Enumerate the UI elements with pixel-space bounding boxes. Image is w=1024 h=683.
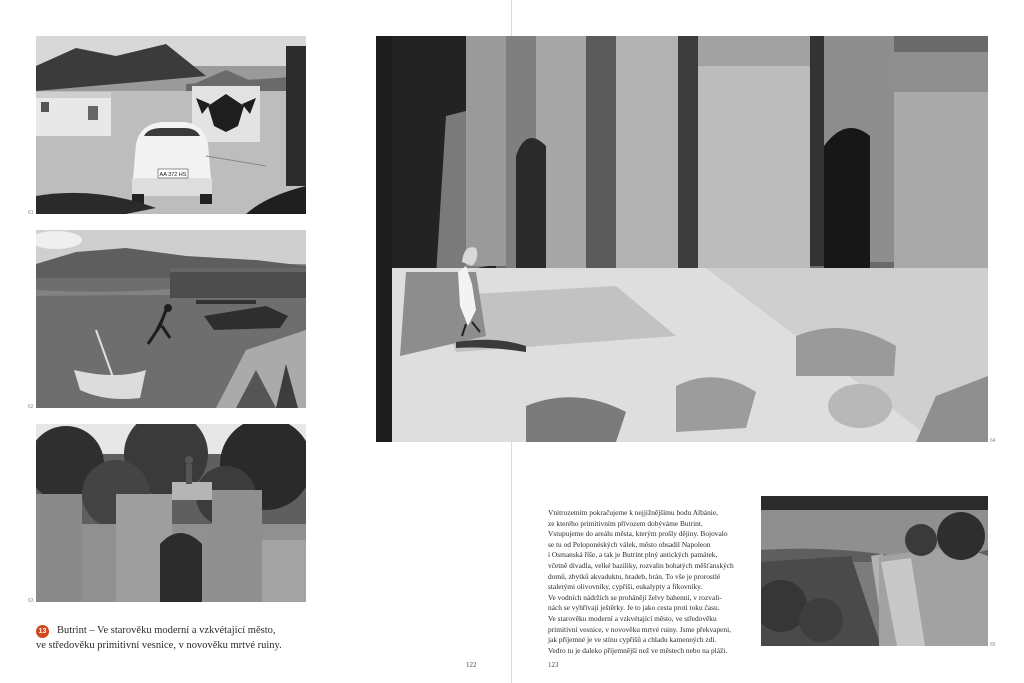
body-line: se tu od Peloponéských válek, město obsadil Napoleon	[548, 539, 711, 549]
photo-butrint-ruins	[376, 36, 988, 442]
body-line: nách se vyhřívají ještěrky. Je to jako cesta proti toku času.	[548, 603, 720, 613]
body-line: Vedro tu je daleko příjemnější než ve městech nebo na pláži.	[548, 645, 728, 655]
photo-number: 64	[990, 438, 996, 444]
body-line: staletými olivovníky, cypřiši, eukalypty a fíkovníky.	[548, 582, 703, 592]
body-line: ze kterého primitivním přívozem dobýváme Butrint.	[548, 518, 703, 528]
body-line: Vnitrozemím pokračujeme k nejjižnějšímu bodu Albánie,	[548, 508, 718, 517]
photo-number: 61	[28, 210, 34, 216]
photo-ruins-trees	[36, 424, 306, 602]
body-line: Vstupujeme do areálu města, kterým prošly dějiny. Bojovalo	[548, 529, 728, 539]
body-text	[548, 508, 748, 656]
photo-lake-jump	[36, 230, 306, 408]
photo-number: 63	[28, 598, 34, 604]
body-line: včetně divadla, velké baziliky, rozvalin bohatých měšťanských	[548, 560, 734, 570]
body-line: primitivní vesnice, v novověku mrtvé ruiny. Jsme překvapeni,	[548, 624, 732, 634]
photo-number: 65	[990, 642, 996, 648]
car-license-plate: AA 372 HS	[159, 172, 187, 178]
photo-caption	[36, 624, 316, 653]
photo-walls-by-water	[761, 496, 988, 646]
body-line: Ve vodních nádržích se prohánějí želvy bahenní, v rozvali-	[548, 592, 722, 602]
body-line: jak příjemné je ve stínu cypřišů a chladu kamenných zdí.	[548, 635, 717, 645]
photo-car-checkpoint	[36, 36, 306, 214]
page-number-left: 122	[466, 661, 477, 669]
body-line: Ve starověku moderní a vzkvétající město, ve středověku	[548, 613, 717, 623]
caption-line: Butrint – Ve starověku moderní a vzkvétající město,	[57, 625, 276, 636]
body-line: domů, zbytků akvaduktu, hradeb, brán. To vše je prorostlé	[548, 571, 721, 581]
body-line: i Osmanská říše, a tak je Butrint plný antických památek,	[548, 550, 718, 560]
photo-number: 62	[28, 404, 34, 410]
page-number-right: 123	[548, 661, 559, 669]
caption-number-badge: 13	[36, 625, 49, 638]
caption-line: ve středověku primitivní vesnice, v novověku mrtvé ruiny.	[36, 639, 282, 651]
